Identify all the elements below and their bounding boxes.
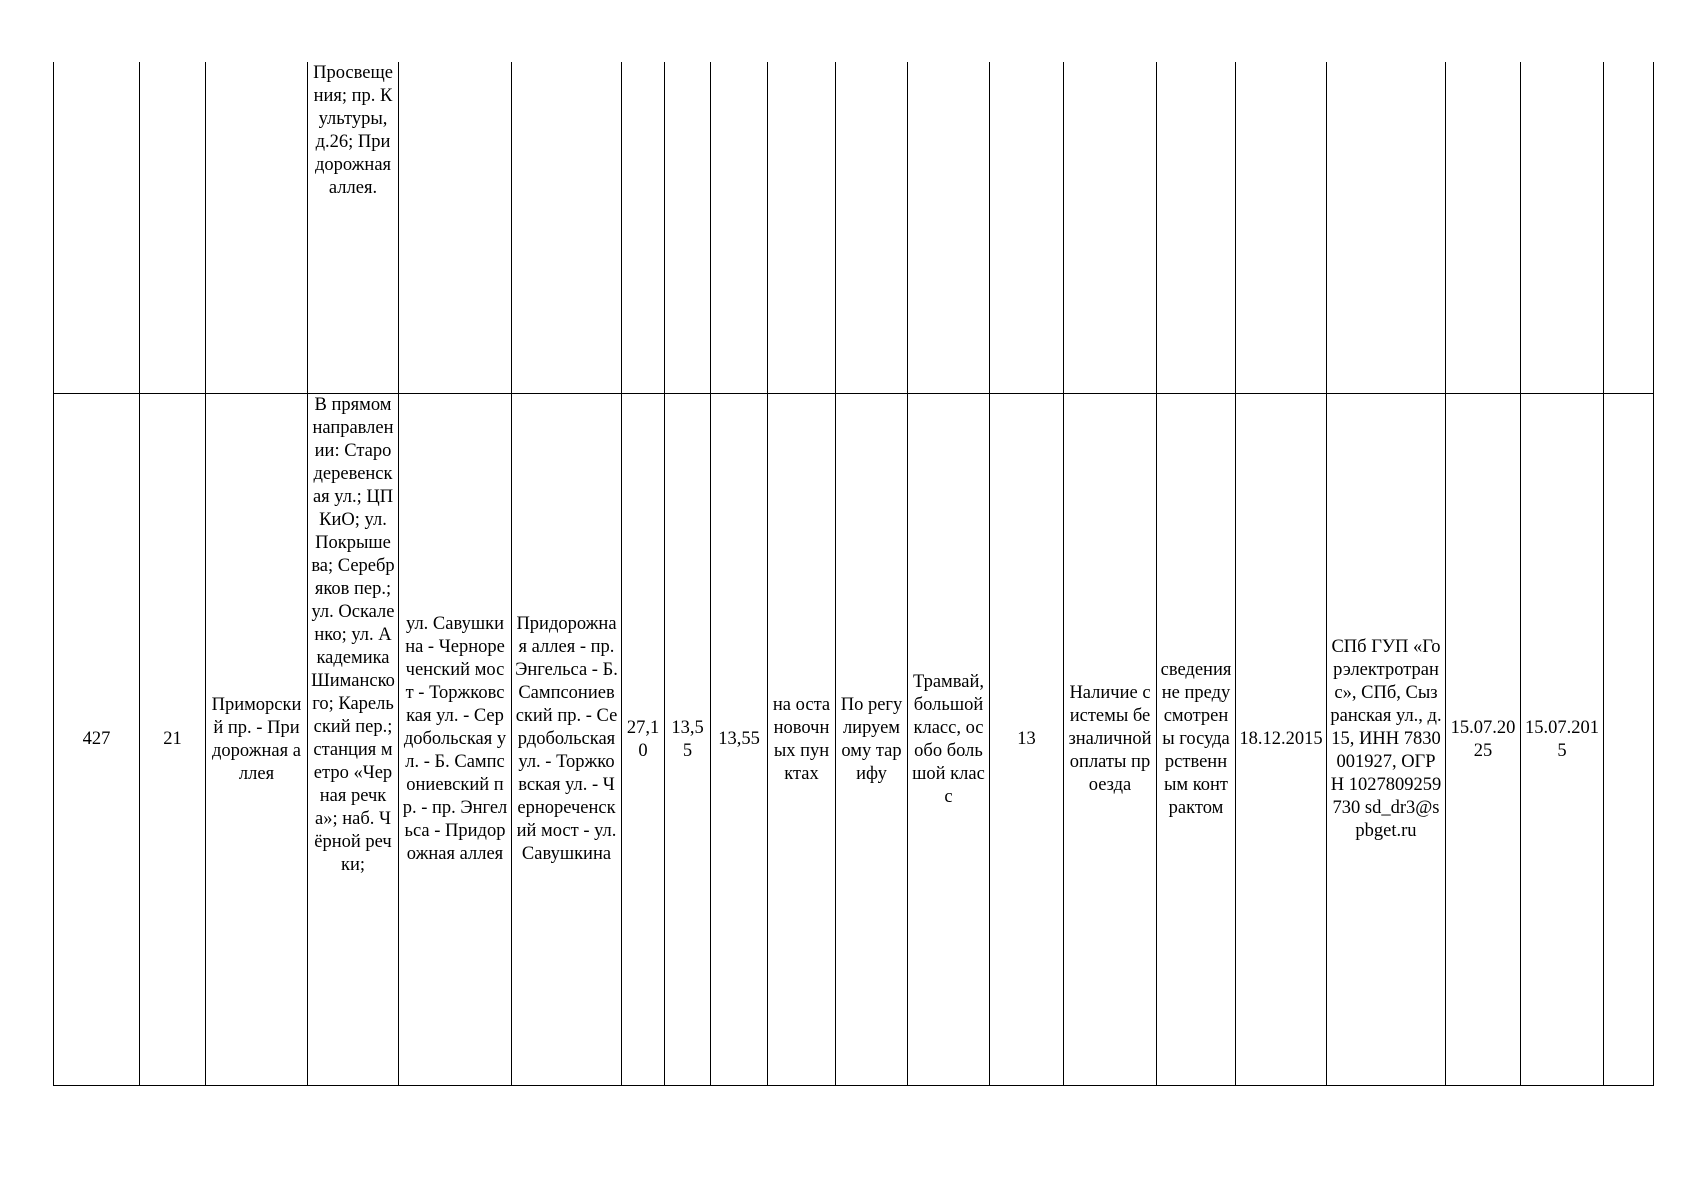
- streets-forward-cell: ул. Савушкина - Чернореченский мост - Торжковская ул. - Сердобольская ул. - Б. Сампсониевский пр. - пр. Энгельса - Придорожная аллея: [399, 394, 512, 1086]
- stops-cell: В прямом направлении: Стародеревенская ул.; ЦПКиО; ул. Покрышева; Серебряков пер.; ул. Оскаленко; ул. Академика Шиманского; Карельский пер.; станция метро «Черная речка»; наб. Чёрной речки;: [308, 394, 399, 1086]
- cell-empty: [54, 62, 140, 394]
- date-a-cell: 15.07.2025: [1446, 394, 1521, 1086]
- cell-empty: [990, 62, 1064, 394]
- cell-empty: [512, 62, 622, 394]
- cell-empty: [206, 62, 308, 394]
- extra-cell: [1604, 394, 1654, 1086]
- cell-empty: [1157, 62, 1236, 394]
- cell-empty: [1064, 62, 1157, 394]
- carrier-cell: СПб ГУП «Горэлектротранс», СПб, Сызранская ул., д. 15, ИНН 7830001927, ОГРН 1027809259730 sd_dr3@spbget.ru: [1327, 394, 1446, 1086]
- start-date-cell: 18.12.2015: [1236, 394, 1327, 1086]
- contract-info-cell: сведения не предусмотрены государственным контрактом: [1157, 394, 1236, 1086]
- length-total-cell: 27,10: [622, 394, 665, 1086]
- cell-empty: [1327, 62, 1446, 394]
- tariff-cell: По регулируемому тарифу: [836, 394, 908, 1086]
- cell-empty: [1521, 62, 1604, 394]
- route-number-cell: 21: [140, 394, 206, 1086]
- streets-backward-cell: Придорожная аллея - пр. Энгельса - Б. Сампсониевский пр. - Сердобольская ул. - Торжковская ул. - Чернореченский мост - ул. Савушкина: [512, 394, 622, 1086]
- cell-empty: [1446, 62, 1521, 394]
- reg-number-cell: 427: [54, 394, 140, 1086]
- cell-empty: [399, 62, 512, 394]
- cell-empty: [140, 62, 206, 394]
- boarding-order-cell: на остановочных пунктах: [768, 394, 836, 1086]
- cell-empty: [622, 62, 665, 394]
- eco-characteristics-cell: Наличие системы безналичной оплаты проезда: [1064, 394, 1157, 1086]
- cell-empty: [836, 62, 908, 394]
- vehicle-count-cell: 13: [990, 394, 1064, 1086]
- stops-continuation-text: Просвещения; пр. Культуры, д.26; Придорожная аллея.: [313, 63, 393, 198]
- cell-empty: [768, 62, 836, 394]
- date-b-cell: 15.07.2015: [1521, 394, 1604, 1086]
- route-name-cell: Приморский пр. - Придорожная аллея: [206, 394, 308, 1086]
- cell-empty: [665, 62, 711, 394]
- vehicle-type-cell: Трамвай, большой класс, особо большой класс: [908, 394, 990, 1086]
- length-backward-cell: 13,55: [711, 394, 768, 1086]
- length-forward-cell: 13,55: [665, 394, 711, 1086]
- cell-empty: [1236, 62, 1327, 394]
- stops-continuation-cell: [308, 62, 399, 394]
- table-row: [54, 394, 1654, 1086]
- continuation-row: [54, 62, 1654, 394]
- cell-empty: [711, 62, 768, 394]
- route-register-table: [53, 62, 1654, 1086]
- cell-empty: [1604, 62, 1654, 394]
- cell-empty: [908, 62, 990, 394]
